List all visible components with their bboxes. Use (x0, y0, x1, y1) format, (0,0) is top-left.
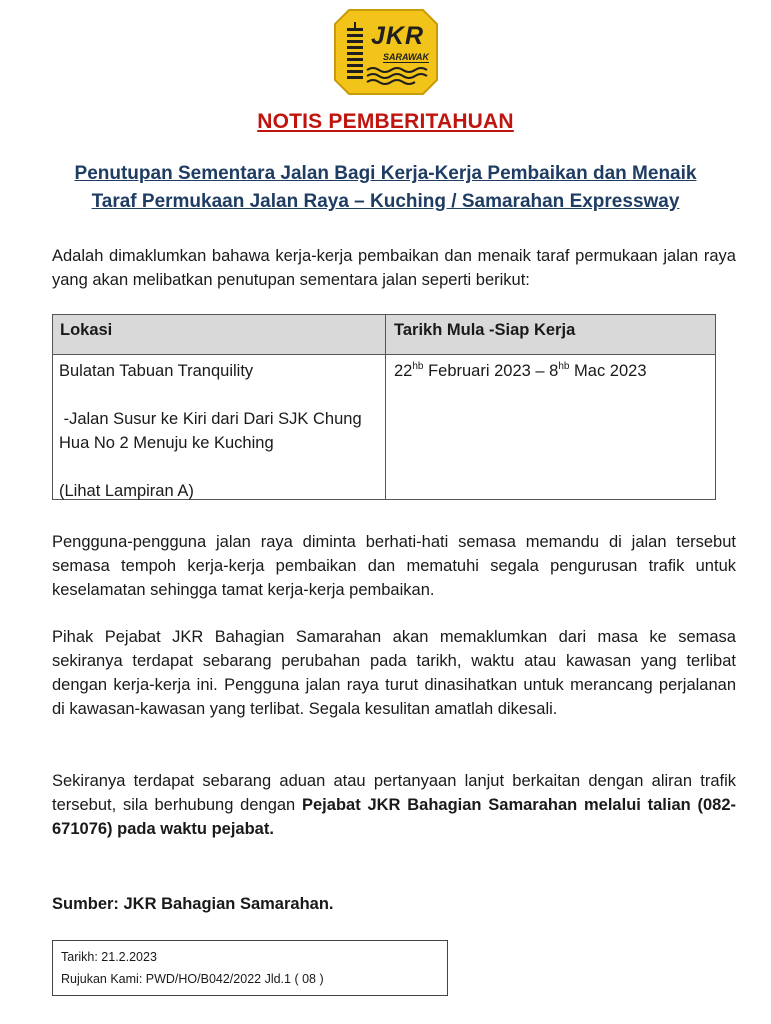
contact-office-phone: Pejabat JKR Bahagian Samarahan melalui talian (082-671076) pada waktu pejabat. (52, 796, 736, 838)
header-lokasi: Lokasi (60, 321, 113, 339)
contact-paragraph (52, 769, 736, 841)
header-tarikh: Tarikh Mula -Siap Kerja (394, 321, 576, 339)
end-day-suffix: hb (558, 361, 570, 372)
start-day: 22 (394, 362, 413, 380)
intro-paragraph: Adalah dimaklumkan bahawa kerja-kerja pembaikan dan menaik taraf permukaan jalan raya yang akan melibatkan penutupan sementara jalan seperti berikut: (52, 247, 736, 289)
date-cell (394, 359, 712, 383)
caution-paragraph: Pengguna-pengguna jalan raya diminta berhati-hati semasa memandu di jalan tersebut semasa tempoh kerja-kerja pembaikan dan mematuhi segala pengurusan trafik untuk keselamatan sehingga tamat kerja-kerja pembaikan. (52, 533, 736, 599)
jkr-sarawak-logo (333, 8, 439, 96)
contact-text: Sekiranya terdapat sebarang aduan atau pertanyaan lanjut berkaitan dengan aliran trafik tersebut, sila berhubung dengan (52, 772, 736, 814)
location-line-2: -Jalan Susur ke Kiri dari Dari SJK Chung Hua No 2 Menuju ke Kuching (59, 410, 367, 452)
start-month-year: Februari 2023 – (423, 362, 550, 380)
location-cell (59, 359, 377, 503)
location-line-3: (Lihat Lampiran A) (59, 482, 194, 500)
table-header-row (53, 315, 715, 355)
logo-text: JKR (371, 22, 425, 50)
table-column-divider (385, 315, 386, 499)
closure-table (52, 314, 716, 500)
source-line: Sumber: JKR Bahagian Samarahan. (52, 895, 334, 913)
notice-subtitle (40, 160, 731, 216)
update-paragraph: Pihak Pejabat JKR Bahagian Samarahan akan memaklumkan dari masa ke semasa sekiranya terdapat sebarang perubahan pada tarikh, waktu atau kawasan yang terlibat dengan kerja-kerja ini. Pengguna jalan raya turut dinasihatkan untuk merancang perjalanan di kawasan-kawasan yang terlibat. Segala kesulitan amatlah dikesali. (52, 628, 736, 718)
subtitle-line-1: Penutupan Sementara Jalan Bagi Kerja-Kerja Pembaikan dan Menaik (74, 163, 697, 184)
reference-box (52, 940, 448, 996)
subtitle-line-2: Taraf Permukaan Jalan Raya – Kuching / Samarahan Expressway (91, 191, 680, 212)
reference-number: Rujukan Kami: PWD/HO/B042/2022 Jld.1 ( 08 ) (61, 972, 324, 986)
reference-date: Tarikh: 21.2.2023 (61, 950, 157, 964)
logo-subtext: SARAWAK (383, 52, 430, 62)
notice-title: NOTIS PEMBERITAHUAN (257, 110, 514, 133)
location-line-1: Bulatan Tabuan Tranquility (59, 362, 254, 380)
end-day: 8 (549, 362, 559, 380)
start-day-suffix: hb (412, 361, 424, 372)
end-month-year: Mac 2023 (569, 362, 647, 380)
